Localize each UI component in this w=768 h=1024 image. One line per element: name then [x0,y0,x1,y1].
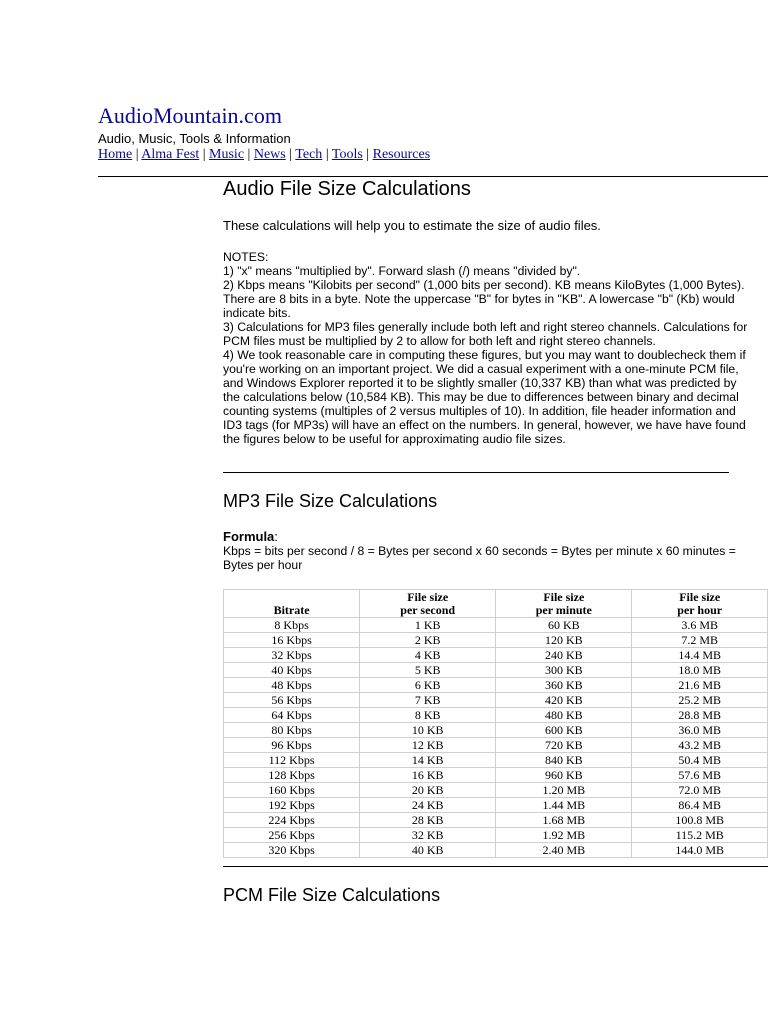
note-line: 3) Calculations for MP3 files generally include both left and right stereo channels. Calculations for [223,320,748,334]
nav-tools-link[interactable]: Tools [331,147,363,162]
cell-bitrate: 112 Kbps [224,753,360,768]
cell-per-hour: 57.6 MB [632,768,768,783]
note-line: the calculations below (10,584 KB). This may be due to differences between binary and decimal [223,390,739,404]
cell-per-second: 5 KB [360,663,496,678]
cell-per-hour: 21.6 MB [632,678,768,693]
cell-bitrate: 40 Kbps [224,663,360,678]
cell-per-second: 10 KB [360,723,496,738]
note-line: 2) Kbps means "Kilobits per second" (1,000 bits per second). KB means KiloBytes (1,000 Bytes). [223,278,745,292]
cell-per-minute: 240 KB [496,648,632,663]
cell-per-minute: 420 KB [496,693,632,708]
table-row [224,708,768,723]
table-row [224,798,768,813]
note-line: you're working on an important project. We did a casual experiment with a one-minute PCM file, [223,362,739,376]
notes-heading: NOTES: [223,250,269,264]
site-title[interactable]: AudioMountain.com [98,103,282,128]
nav-news-link[interactable]: News [253,147,286,162]
column-header-bitrate: Bitrate [224,590,360,618]
note-line: and Windows Explorer reported it to be slightly smaller (10,337 KB) than what was predicted by [223,376,737,390]
page-title: Audio File Size Calculations [223,178,471,200]
cell-per-minute: 960 KB [496,768,632,783]
table-row [224,678,768,693]
main-nav [98,147,430,163]
cell-per-second: 16 KB [360,768,496,783]
nav-separator: | [247,147,251,162]
table-row [224,723,768,738]
note-line: indicate bits. [223,306,291,320]
cell-per-second: 6 KB [360,678,496,693]
cell-per-minute: 60 KB [496,618,632,633]
cell-per-second: 24 KB [360,798,496,813]
cell-bitrate: 256 Kbps [224,828,360,843]
column-header-per-second: File size per second [360,590,496,618]
formula-line: Bytes per hour [223,558,303,572]
nav-separator: | [366,147,370,162]
cell-per-hour: 144.0 MB [632,843,768,858]
cell-per-hour: 43.2 MB [632,738,768,753]
cell-per-minute: 360 KB [496,678,632,693]
table-row [224,813,768,828]
cell-bitrate: 16 Kbps [224,633,360,648]
cell-per-minute: 2.40 MB [496,843,632,858]
cell-bitrate: 32 Kbps [224,648,360,663]
cell-per-hour: 86.4 MB [632,798,768,813]
pcm-section-heading: PCM File Size Calculations [223,885,441,905]
cell-per-minute: 840 KB [496,753,632,768]
cell-bitrate: 8 Kbps [224,618,360,633]
note-line: PCM files must be multiplied by 2 to allow for both left and right stereo channels. [223,334,656,348]
table-row [224,828,768,843]
cell-per-hour: 72.0 MB [632,783,768,798]
cell-per-hour: 100.8 MB [632,813,768,828]
cell-bitrate: 80 Kbps [224,723,360,738]
table-row [224,633,768,648]
formula-line: Kbps = bits per second / 8 = Bytes per second x 60 seconds = Bytes per minute x 60 minutes = [223,544,736,558]
cell-per-second: 14 KB [360,753,496,768]
cell-per-second: 40 KB [360,843,496,858]
cell-per-second: 1 KB [360,618,496,633]
notes-block [223,250,768,446]
table-row [224,768,768,783]
cell-per-second: 7 KB [360,693,496,708]
cell-bitrate: 128 Kbps [224,768,360,783]
cell-bitrate: 320 Kbps [224,843,360,858]
intro-section [223,178,768,468]
nav-tech-link[interactable]: Tech [295,147,323,162]
cell-per-hour: 36.0 MB [632,723,768,738]
intro-text: These calculations will help you to estimate the size of audio files. [223,218,601,233]
formula-text [223,544,768,572]
section-divider [223,472,729,473]
cell-per-second: 28 KB [360,813,496,828]
nav-home-link[interactable]: Home [98,147,133,162]
cell-bitrate: 96 Kbps [224,738,360,753]
cell-per-hour: 7.2 MB [632,633,768,648]
cell-per-hour: 115.2 MB [632,828,768,843]
note-line: counting systems (multiples of 2 versus multiples of 10). In addition, file header information and [223,404,736,418]
formula-label [223,529,278,544]
nav-alma-fest-link[interactable]: Alma Fest [141,147,200,162]
cell-bitrate: 56 Kbps [224,693,360,708]
cell-per-hour: 28.8 MB [632,708,768,723]
cell-per-hour: 14.4 MB [632,648,768,663]
cell-bitrate: 192 Kbps [224,798,360,813]
cell-bitrate: 48 Kbps [224,678,360,693]
nav-separator: | [325,147,329,162]
cell-per-second: 4 KB [360,648,496,663]
mp3-size-table [223,589,768,858]
cell-bitrate: 160 Kbps [224,783,360,798]
cell-bitrate: 64 Kbps [224,708,360,723]
table-row [224,618,768,633]
note-line: 4) We took reasonable care in computing these figures, but you may want to doublecheck them if [223,348,746,362]
cell-per-hour: 50.4 MB [632,753,768,768]
cell-per-minute: 1.20 MB [496,783,632,798]
table-header-row [224,590,768,618]
cell-per-hour: 18.0 MB [632,663,768,678]
cell-per-minute: 120 KB [496,633,632,648]
nav-music-link[interactable]: Music [209,147,245,162]
nav-separator: | [202,147,206,162]
nav-separator: | [289,147,293,162]
table-row [224,843,768,858]
cell-per-second: 2 KB [360,633,496,648]
table-row [224,663,768,678]
mp3-section-heading: MP3 File Size Calculations [223,491,438,511]
table-row [224,693,768,708]
table-row [224,753,768,768]
nav-separator: | [135,147,139,162]
table-row [224,648,768,663]
table-row [224,783,768,798]
cell-per-minute: 1.44 MB [496,798,632,813]
cell-per-second: 12 KB [360,738,496,753]
column-header-per-minute: File size per minute [496,590,632,618]
cell-per-hour: 25.2 MB [632,693,768,708]
cell-per-hour: 3.6 MB [632,618,768,633]
nav-resources-link[interactable]: Resources [372,147,431,162]
formula-label-text: Formula [223,529,275,544]
table-row [224,738,768,753]
cell-per-minute: 300 KB [496,663,632,678]
cell-per-minute: 600 KB [496,723,632,738]
cell-bitrate: 224 Kbps [224,813,360,828]
note-line: 1) "x" means "multiplied by". Forward slash (/) means "divided by". [223,264,581,278]
cell-per-second: 8 KB [360,708,496,723]
header-divider [98,176,768,177]
note-line: There are 8 bits in a byte. Note the uppercase "B" for bytes in "KB". A lowercase "b" (Kb) would [223,292,735,306]
cell-per-minute: 1.92 MB [496,828,632,843]
formula-label-colon: : [274,529,278,544]
cell-per-minute: 1.68 MB [496,813,632,828]
cell-per-minute: 480 KB [496,708,632,723]
site-tagline: Audio, Music, Tools & Information [98,131,291,146]
cell-per-minute: 720 KB [496,738,632,753]
section-divider [223,866,768,867]
cell-per-second: 20 KB [360,783,496,798]
table-body [224,618,768,858]
cell-per-second: 32 KB [360,828,496,843]
note-line: the figures below to be useful for approximating audio file sizes. [223,432,566,446]
column-header-per-hour: File size per hour [632,590,768,618]
note-line: ID3 tags (for MP3s) will have an effect on the numbers. In general, however, we have have found [223,418,746,432]
